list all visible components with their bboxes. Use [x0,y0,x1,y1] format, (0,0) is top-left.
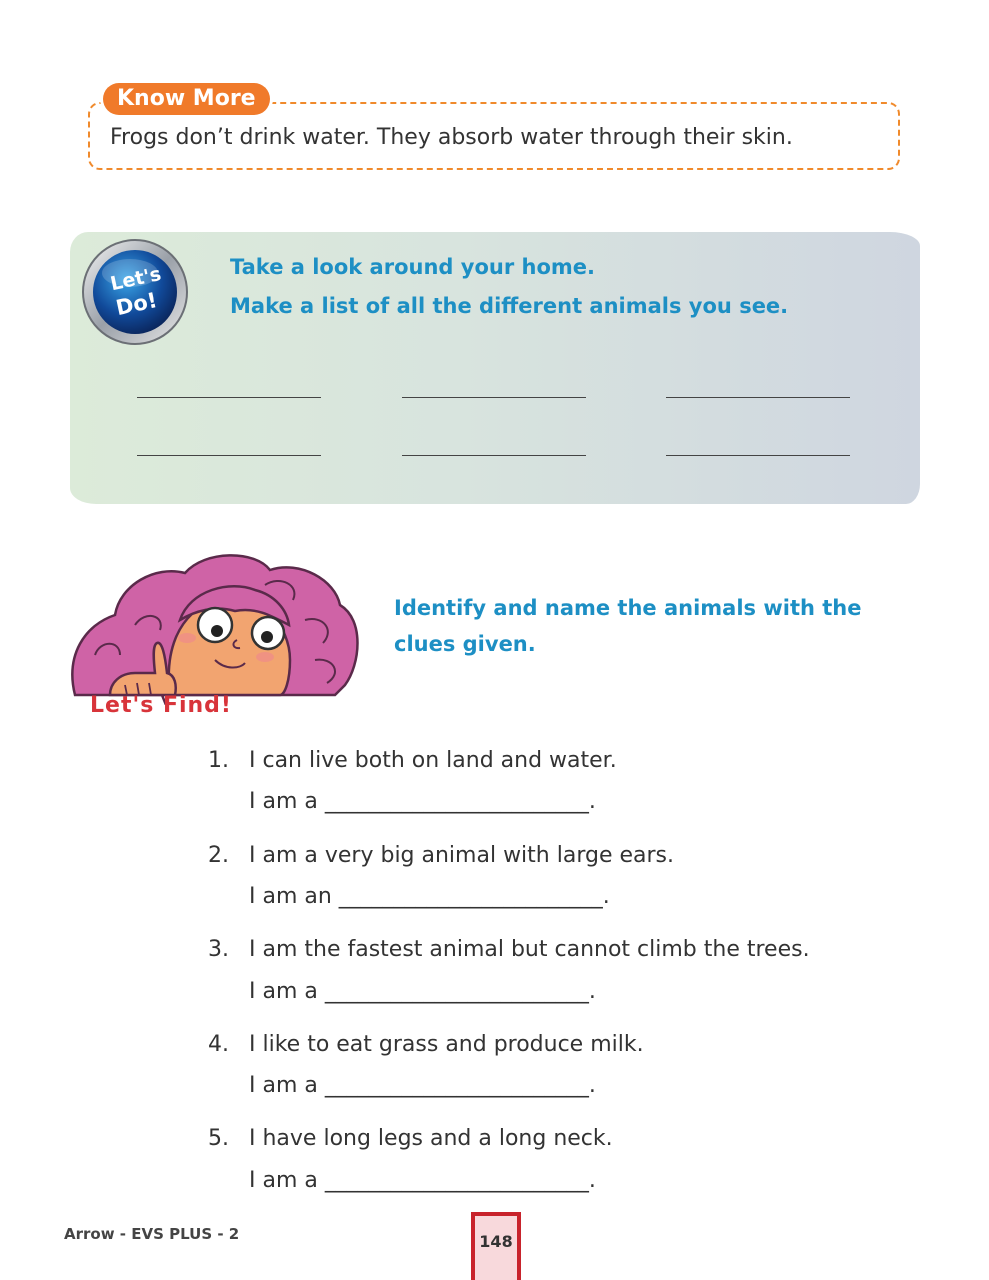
answer-blank[interactable] [666,397,850,398]
question-clue: I can live both on land and water. [249,748,617,773]
lets-find-label: Let's Find! [90,693,232,718]
question-number: 5. [208,1126,229,1151]
question-answer-line[interactable]: I am a ________________________. [249,979,596,1004]
know-more-text: Frogs don’t drink water. They absorb water through their skin. [110,125,793,150]
question-answer-line[interactable]: I am an ________________________. [249,884,610,909]
lets-do-instruction-2: Make a list of all the different animals you see. [230,294,789,318]
question-answer-line[interactable]: I am a ________________________. [249,1073,596,1098]
lets-do-badge-icon [80,237,190,347]
lets-find-instruction: Identify and name the animals with the clues given. [394,596,862,656]
question-answer-line[interactable]: I am a ________________________. [249,789,596,814]
page-number-box [471,1212,521,1280]
question-clue: I am the fastest animal but cannot climb the trees. [249,937,810,962]
know-more-label: Know More [103,83,270,115]
page-number: 148 [479,1232,513,1251]
answer-blank[interactable] [137,455,321,456]
lets-do-instruction-1: Take a look around your home. [230,255,595,279]
answer-blank[interactable] [137,397,321,398]
answer-blank[interactable] [666,455,850,456]
question-clue: I am a very big animal with large ears. [249,843,674,868]
answer-blank[interactable] [402,455,586,456]
girl-illustration-icon [65,545,365,705]
lets-do-badge-text-2: Do! [113,288,160,321]
answer-blank[interactable] [402,397,586,398]
question-number: 2. [208,843,229,868]
question-number: 1. [208,748,229,773]
question-number: 3. [208,937,229,962]
question-clue: I have long legs and a long neck. [249,1126,613,1151]
lets-do-badge-text-1: Let's [108,263,164,296]
question-answer-line[interactable]: I am a ________________________. [249,1168,596,1193]
footer-book-title: Arrow - EVS PLUS - 2 [64,1225,240,1243]
question-clue: I like to eat grass and produce milk. [249,1032,644,1057]
question-number: 4. [208,1032,229,1057]
